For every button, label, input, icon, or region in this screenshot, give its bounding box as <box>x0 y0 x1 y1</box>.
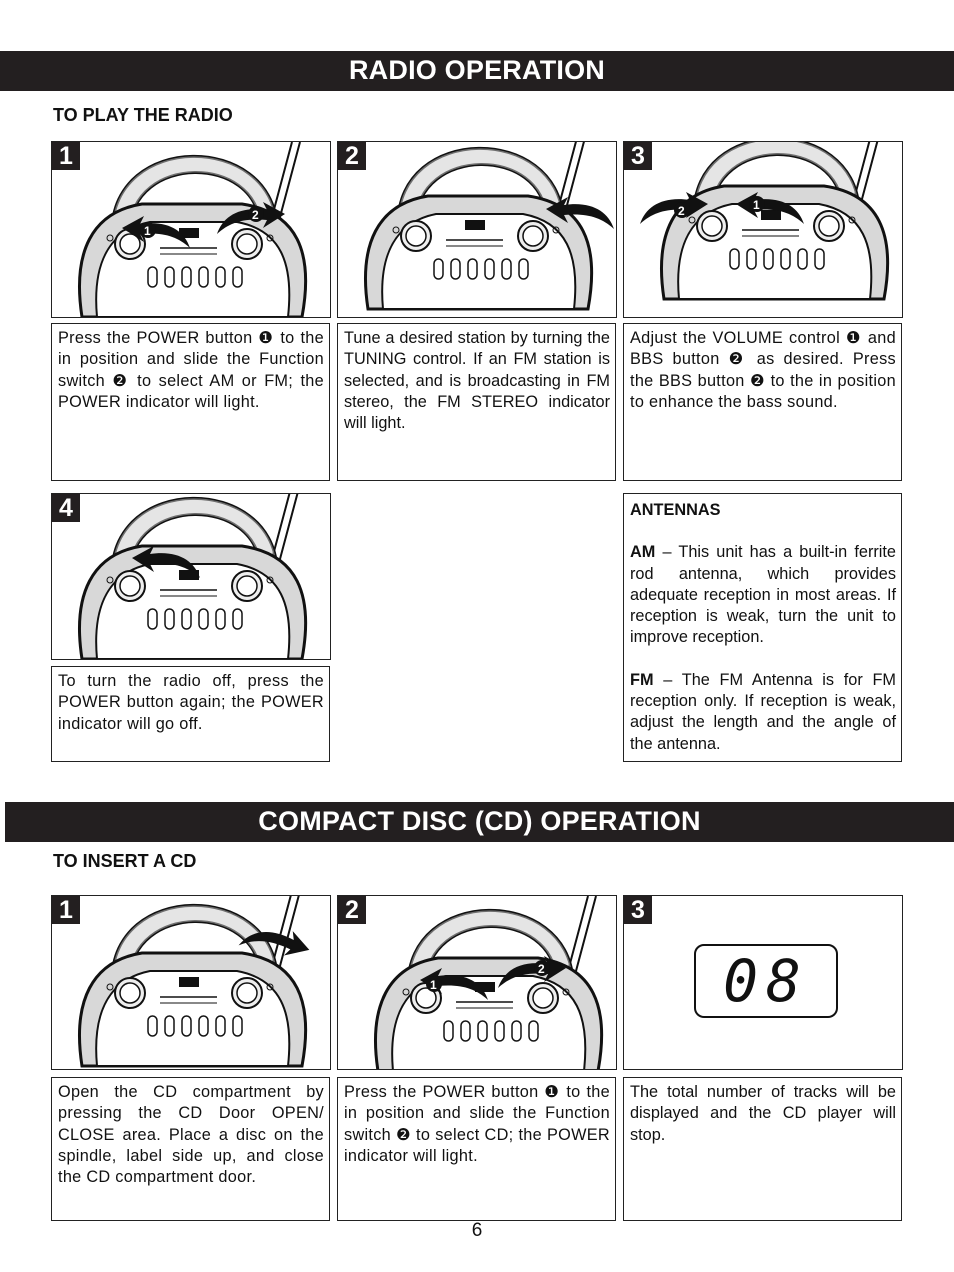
cd-step-2-text: Press the POWER button ❶ to the in position and slide the Function switch ❷ to select CD; the POWER indicator will light. <box>337 1077 616 1221</box>
radio-step-1-illustration <box>51 141 331 318</box>
page-number: 6 <box>471 1220 483 1241</box>
cd-step-3-text: The total number of tracks will be displayed and the CD player will stop. <box>623 1077 902 1221</box>
radio-step-1-text: Press the POWER button ❶ to the in position and slide the Function switch ❷ to select AM or FM; the POWER indicator will light. <box>51 323 330 481</box>
to-insert-cd-heading: TO INSERT A CD <box>53 851 197 871</box>
step-number: 1 <box>52 896 80 924</box>
radio-step-3-illustration <box>623 141 903 318</box>
step-number: 1 <box>52 142 80 170</box>
radio-operation-banner: RADIO OPERATION <box>0 51 954 91</box>
radio-step-2-text: Tune a desired station by turning the TUNING control. If an FM station is selected, and is broadcasting in FM stereo, the FM STEREO indicator will light. <box>337 323 616 481</box>
marker-2: 2 <box>678 204 685 218</box>
step-number: 2 <box>338 142 366 170</box>
antennas-fm-paragraph: FM – The FM Antenna is for FM reception only. If reception is weak, adjust the length and the angle of the antenna. <box>630 670 896 753</box>
marker-2: 2 <box>538 962 545 976</box>
radio-step-4-illustration <box>51 493 331 660</box>
radio-step-2-illustration <box>337 141 617 318</box>
step-number: 4 <box>52 494 80 522</box>
radio-step-4-text: To turn the radio off, press the POWER button again; the POWER indicator will go off. <box>51 666 330 762</box>
to-play-radio-heading: TO PLAY THE RADIO <box>53 105 233 125</box>
step-number: 3 <box>624 142 652 170</box>
marker-2: 2 <box>252 208 259 222</box>
step-number: 3 <box>624 896 652 924</box>
step-number: 2 <box>338 896 366 924</box>
cd-step-1-text: Open the CD compartment by pressing the CD Door OPEN/ CLOSE area. Place a disc on the spindle, label side up, and close the CD compartment door. <box>51 1077 330 1221</box>
lcd-display <box>694 944 838 1018</box>
antennas-am-paragraph: AM – This unit has a built-in ferrite rod antenna, which provides adequate reception in most areas. If reception is weak, turn the unit to improve reception. <box>630 543 896 647</box>
radio-step-3-text: Adjust the VOLUME control ❶ and BBS button ❷ as desired. Press the BBS button ❷ to the in position to enhance the bass sound. <box>623 323 902 481</box>
cd-operation-banner: COMPACT DISC (CD) OPERATION <box>5 802 954 842</box>
track-count-readout: 08 <box>723 947 809 1015</box>
antennas-title: ANTENNAS <box>630 501 721 519</box>
marker-1: 1 <box>144 224 151 238</box>
cd-step-1-illustration <box>51 895 331 1070</box>
cd-step-3-illustration <box>623 895 903 1070</box>
cd-step-2-illustration <box>337 895 617 1070</box>
marker-1: 1 <box>430 978 437 992</box>
marker-1: 1 <box>753 198 760 212</box>
antennas-info-box <box>623 493 902 762</box>
